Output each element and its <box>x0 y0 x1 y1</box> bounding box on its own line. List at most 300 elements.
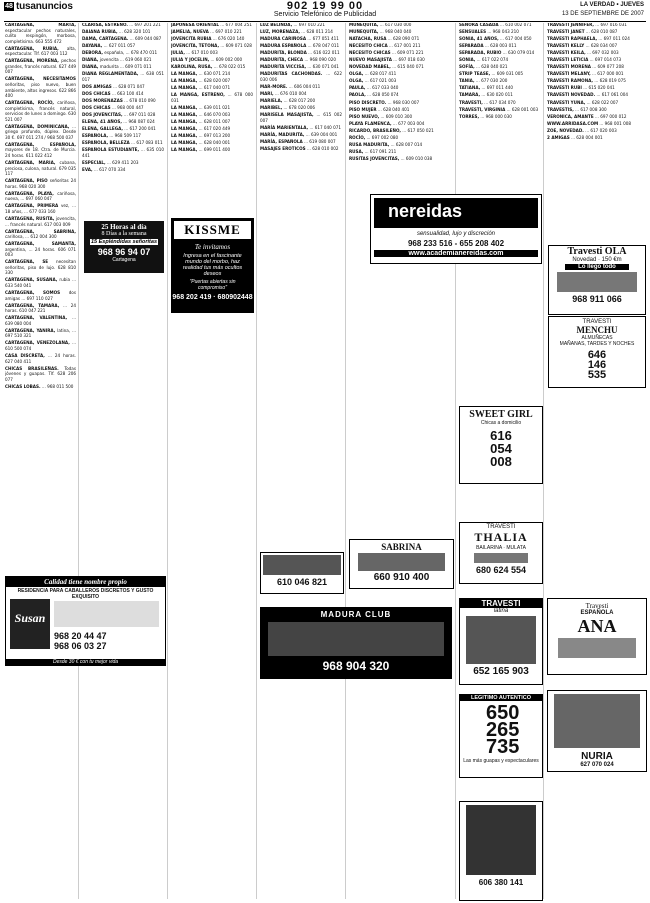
classified-ad <box>349 150 452 156</box>
ad-heading: SEPARADA, RUBIO <box>459 51 502 57</box>
ad-heading: DIANA, <box>82 65 99 71</box>
ad-heading: TRAVESTIS, <box>547 107 574 113</box>
classified-ad <box>459 30 541 36</box>
ad-heading: LA MANGA, <box>171 79 198 85</box>
ad-body: cariñosa, completísima, francés natural, servicios de lunes a domingo. 630 521 007 <box>5 101 76 123</box>
ad-heading: JULIA, <box>171 51 185 57</box>
ad-heading: DAYANA, <box>82 44 103 50</box>
ad-heading: JAPONESA ORIENTAL <box>171 23 219 28</box>
ad-heading: MARÍA MARIENTALA, <box>260 125 309 131</box>
ad-heading: DAMA, CARTAGENA. <box>82 37 129 43</box>
classified-ad <box>82 65 164 71</box>
classified-ad <box>459 101 541 107</box>
ad-title: TRAVESTI <box>582 319 612 325</box>
ad-body: ... 609 071 028 <box>220 44 252 50</box>
classified-ad <box>349 157 452 163</box>
ad-subtitle: RESIDENCIA PARA CABALLEROS DISCRETOS Y GUSTO EXQUISITO <box>17 588 154 600</box>
ad-body: ... 697 011 028 <box>123 113 156 119</box>
ad-subtitle: Las más guapas y espectaculares <box>463 758 539 764</box>
ad-body: ... 628 034 007 <box>585 44 618 50</box>
ad-body: ... 697 018 030 <box>393 58 425 64</box>
ad-heading: CARTAGENA, MARIA, <box>5 161 56 167</box>
ad-body: ... 617 030 000 <box>379 23 412 28</box>
ad-heading: TRAVESTI KEILA, <box>547 51 586 57</box>
classified-ad <box>82 37 164 43</box>
ad-body: ... 628 001 003 <box>506 107 539 113</box>
ad-body: ... 609 077 208 <box>592 65 624 71</box>
classified-ad <box>260 30 342 36</box>
ad-heading: CARTAGENA, SAMANTA, <box>5 242 76 248</box>
ad-body: ... 697 013 200 <box>198 134 231 140</box>
ad-banner <box>374 198 538 228</box>
ad-heading: TRAVESTI RAMONA, <box>547 79 594 85</box>
classified-ad <box>171 127 253 133</box>
ad-body: madurita ... 609 071 011 <box>99 65 152 71</box>
classified-ad <box>459 37 541 43</box>
ad-phone: 968 233 516 - 655 208 402 <box>407 239 505 248</box>
classified-ad <box>547 93 645 99</box>
classified-ad <box>349 101 452 107</box>
ad-body: ... 646 070 003 <box>198 113 231 119</box>
ad-heading: ELENA, 41 AÑOS, <box>82 120 122 126</box>
classified-ad <box>459 86 541 92</box>
ad-heading: CARTAGENA, VALENTINA, <box>5 316 68 322</box>
classified-ad <box>82 23 164 29</box>
ad-subtitle: ESPAÑOLA <box>580 610 614 616</box>
ad-body: ... 968 090 020 <box>304 58 336 64</box>
ad-heading: MADURITAS CACHONDAS. <box>260 72 323 78</box>
classified-ad <box>171 113 253 119</box>
ad-body: ... 678 022 015 <box>213 65 246 71</box>
classified-ad <box>459 72 541 78</box>
ad-body: ... 968 011 500 <box>41 384 74 390</box>
ad-heading: CARTAGENA, SE <box>5 260 49 266</box>
ad-heading: CARTAGENA, MORENA, <box>5 59 59 65</box>
classified-ad <box>349 129 452 135</box>
classified-ad <box>5 354 76 365</box>
classified-ad <box>349 93 452 99</box>
ad-photo <box>358 553 445 571</box>
classified-ad <box>547 122 645 128</box>
classified-ad <box>459 23 541 29</box>
ad-body: ... 617 083 011 <box>131 141 163 147</box>
ad-body: necesitan señoritas, piso de lujo. 628 810 330 <box>5 260 76 277</box>
ad-phone: 652 165 903 <box>473 666 529 677</box>
ad-heading: DOS CHICAS <box>82 91 111 97</box>
ad-body: ... 697 002 080 <box>366 135 399 141</box>
ad-heading: CARTAGENA, RUBIA, <box>5 46 59 52</box>
classified-ad <box>547 129 645 135</box>
ad-title: SWEET GIRL <box>469 409 533 420</box>
classified-ad <box>5 204 76 215</box>
ad-body: ... 677 004 251 <box>220 23 252 28</box>
ad-subtitle: latina <box>493 608 509 614</box>
ad-body: ... 616 022 011 <box>308 51 340 57</box>
nuria-ad <box>547 690 647 772</box>
classified-ad <box>349 44 452 50</box>
ad-title: KISSME <box>174 221 251 239</box>
ad-body: ... 628 010 002 <box>306 146 339 152</box>
ad-heading: CARTAGENA, DOMINICANA, <box>5 124 70 130</box>
ad-heading: LA MANGA, <box>171 120 198 126</box>
ad-body: ... 615 020 041 <box>583 86 615 92</box>
ad-heading: DIANA REGLAMENTADA, <box>82 72 139 78</box>
ad-body: ... 699 011 400 <box>198 148 231 154</box>
classified-ad <box>171 23 253 29</box>
ad-body: ... 628 010 087 <box>585 30 618 36</box>
ad-body: ... 628 007 014 <box>390 142 423 148</box>
classified-ad <box>5 161 76 178</box>
ad-subtitle: 8 Días a la semana <box>101 231 147 237</box>
ad-photo <box>558 638 636 658</box>
classified-ad <box>547 44 645 50</box>
classified-ad <box>547 79 645 85</box>
ad-heading: LA MANGA, ESTRENO, <box>171 93 225 99</box>
classified-column-3 <box>171 23 253 899</box>
ad-body: ... 628 017 200 <box>283 99 316 105</box>
classified-ad <box>171 106 253 112</box>
classified-ad <box>459 93 541 99</box>
ad-body: ... 619 080 007 <box>304 139 336 145</box>
ad-heading: ESPAÑOLA, BELLEZA <box>82 141 130 147</box>
classified-ad <box>349 58 452 64</box>
ad-subtitle: BAILARINA · MULATA <box>476 545 526 551</box>
classified-ad <box>5 47 76 58</box>
ad-phone: 616 054 008 <box>490 428 512 469</box>
ad-heading: STRIP TEASE, <box>459 72 491 78</box>
ad-heading: LA MANGA, <box>171 113 198 119</box>
ad-heading: CARTAGENA, YANIRA, <box>5 328 56 334</box>
travesti-thalia-ad <box>459 522 543 584</box>
classified-ad <box>82 58 164 64</box>
classified-ad <box>5 278 76 289</box>
ad-body: cubana, preciosa, culona, natural. 679 035 117 <box>5 161 76 178</box>
ad-body: ... 617 033 040 <box>366 86 399 92</box>
diana-display-ad <box>84 221 164 273</box>
classified-ad <box>260 85 342 91</box>
ad-heading: CARTAGENA, ESPAÑOLA, <box>5 142 76 148</box>
ad-body: ... 617 040 071 <box>198 86 231 92</box>
ad-body: ... 628 022 007 <box>586 100 619 106</box>
ad-body: espectacular pechos naturales, culito respingón, morbosa, completísima. 663 555 472 <box>5 28 76 45</box>
classified-ad <box>260 51 342 57</box>
classified-ad <box>349 86 452 92</box>
classified-ad <box>260 126 342 132</box>
ad-heading: CARTAGENA, PRIMERA <box>5 204 59 210</box>
ad-body: ... 24 horas. 627 040 411 <box>5 354 76 365</box>
classified-ad <box>349 72 452 78</box>
ad-heading: TATIANA, <box>459 86 481 92</box>
ad-hours: MAÑANAS, TARDES Y NOCHES <box>559 341 635 347</box>
ad-heading: CARTAGENA, SOMOS <box>5 291 61 297</box>
ad-heading: DOS MORENAZAS <box>82 99 123 105</box>
ad-body: ... 628 040 401 <box>377 107 410 113</box>
classified-ad <box>82 168 164 174</box>
ad-heading: CHICAS LOBAS. <box>5 384 41 390</box>
rusas-vertical-ad <box>459 801 543 901</box>
ad-body: ... 697 011 024 <box>598 37 630 43</box>
ad-heading: TRAVESTI RAPHAELA, <box>547 37 598 43</box>
classified-ad <box>547 65 645 71</box>
ad-body: ... 639 011 021 <box>198 106 231 112</box>
ad-photo <box>263 555 341 575</box>
ad-heading: ROCÍO, <box>349 135 366 141</box>
ad-heading: DOS AMIGAS <box>82 84 112 90</box>
ad-heading: CARTAGENA, NECESITAMOS <box>5 77 76 83</box>
ad-phone: 646 146 535 <box>587 349 607 381</box>
ad-heading: SENSUALES <box>459 30 487 36</box>
ad-heading: CASA DISCRETA, <box>5 354 45 360</box>
ad-address: Cartagena <box>112 257 136 263</box>
ad-body: ... 606 004 011 <box>288 84 321 90</box>
ad-body: ... 968 043 210 <box>487 30 519 36</box>
ad-title: Travesti OLA <box>567 246 627 257</box>
classified-ad <box>547 30 645 36</box>
ad-heading: RUSA MADURITA, <box>349 142 390 148</box>
classified-ad <box>82 161 164 167</box>
travesti-ana-ad <box>547 598 647 675</box>
classified-ad <box>5 143 76 160</box>
newspaper-name: LA VERDAD • JUEVES <box>580 2 644 8</box>
column-divider <box>455 23 456 899</box>
header-phone: 902 19 99 00 <box>286 0 364 12</box>
classified-ad <box>5 179 76 190</box>
classified-ad <box>171 58 253 64</box>
classified-ad <box>547 37 645 43</box>
ad-body: ... 628 020 007 <box>198 79 231 85</box>
classified-ad <box>349 37 452 43</box>
ad-body: ... 676 020 140 <box>212 37 245 43</box>
classified-ad <box>5 329 76 340</box>
ad-heading: DAIANA RUBIA, <box>82 30 118 36</box>
ad-photo <box>466 616 536 664</box>
classified-ad <box>5 23 76 45</box>
classified-ad <box>5 230 76 241</box>
column-divider <box>167 23 168 899</box>
ad-body: jovencita, ... francés natural. 617 003 009 <box>5 217 76 228</box>
ad-body: ... 617 008 300 <box>575 107 607 113</box>
classified-ad <box>349 51 452 57</box>
ad-heading: LA MANGA, <box>171 148 198 154</box>
ad-heading: TRAVESTI NOVEDAD. <box>547 93 596 99</box>
classified-ad <box>5 192 76 203</box>
ad-body: ... 697 201 221 <box>129 23 161 28</box>
column-divider <box>543 23 544 899</box>
classified-ad <box>5 385 76 391</box>
ad-body: ... 678 020 006 <box>283 106 316 112</box>
ad-heading: DOS CHICAS <box>82 106 111 112</box>
classified-ad <box>349 30 452 36</box>
classified-ad <box>260 147 342 153</box>
ad-heading: MUÑEQUITA, <box>349 30 379 36</box>
page-header <box>0 0 650 22</box>
ad-title: TRAVESTI <box>460 599 542 608</box>
ad-photo <box>474 553 528 563</box>
ad-body: ... 615 040 071 <box>392 65 424 71</box>
classified-column-5 <box>349 23 452 899</box>
ad-heading: MARI, <box>260 91 274 97</box>
ad-heading: ESPAÑOLA ESTUDIANTE, <box>82 148 140 154</box>
ad-heading: TANIA, <box>459 79 475 85</box>
ad-body: señoritas 24 horas. 968 020 300 <box>5 179 76 190</box>
classified-ad <box>5 304 76 315</box>
ad-heading: 2 AMIGAS <box>547 135 570 141</box>
ad-body: ... 617 001 211 <box>389 44 421 50</box>
ad-title: SABRINA <box>381 542 422 552</box>
ad-heading: SEÑORA CASADA <box>459 23 499 28</box>
ad-body: ... 635 010 441 <box>82 148 164 159</box>
ad-body: ... 676 010 004 <box>274 91 307 97</box>
ad-slogan: "Puertas abiertas sin compromiso" <box>189 279 236 291</box>
classified-ad <box>459 108 541 114</box>
classified-ad <box>349 65 452 71</box>
column-divider <box>78 23 79 899</box>
ad-body: ... 609 044 087 <box>129 37 162 43</box>
ad-body: ... 628 320 101 <box>118 30 151 36</box>
classified-ad <box>171 30 253 36</box>
ad-body: rubia ... 633 540 041 <box>5 278 76 290</box>
ad-photo <box>54 601 159 627</box>
classified-ad <box>171 134 253 140</box>
ad-heading: ELENA, GALLEGA, <box>82 127 123 133</box>
travesti-menchu-ad <box>548 316 646 388</box>
ad-body: ... 968 000 447 <box>111 106 144 112</box>
ad-body: ... 617 021 003 <box>364 79 397 85</box>
ad-heading: WWW.ARRIDASA.COM <box>547 121 599 127</box>
ad-subtitle: sensualidad, lujo y discreción <box>416 231 496 237</box>
ad-body: ... 639 080 004 <box>5 316 76 327</box>
ad-heading: DIANA, <box>82 58 99 64</box>
ad-body: ... 617 070 334 <box>93 167 126 173</box>
classified-ad <box>5 101 76 123</box>
classified-ad <box>5 260 76 277</box>
ad-heading: MARISELA MASAJISTA, <box>260 113 314 119</box>
classified-ad <box>5 341 76 352</box>
ad-body: ... 677 030 200 <box>475 79 508 85</box>
ad-body: ... 697 014 073 <box>589 58 622 64</box>
ad-heading: OLGA, <box>349 79 364 85</box>
ad-phone: 968 904 320 <box>322 659 390 673</box>
ad-subtitle: Te invitamos <box>194 243 231 251</box>
ad-subtitle: Novedad · 150 €m <box>572 257 622 263</box>
ad-heading: PISO MUJER <box>349 107 377 113</box>
classified-ad <box>171 79 253 85</box>
ad-body: ... 697 016 031 <box>595 23 627 28</box>
ad-body: ... 627 011 057 <box>103 44 136 50</box>
classified-ad <box>547 86 645 92</box>
ad-heading: CARTAGENA, VENEZOLANA, <box>5 341 70 347</box>
legitimo-autentico-ad <box>459 694 543 778</box>
ad-heading: RUSITAS JOVENCITAS, <box>349 156 400 162</box>
rusas-display-ad <box>260 552 344 594</box>
ad-heading: LA MANGA, <box>171 86 198 92</box>
ad-heading: PISO DISCRETO. <box>349 100 387 106</box>
ad-heading: TRAVESTI LETICIA <box>547 58 589 64</box>
classified-ad <box>82 127 164 133</box>
ad-body: ... 610 500 074 <box>5 341 76 352</box>
ad-body: ... 617 061 004 <box>596 93 629 99</box>
ad-phone: 968 202 419 · 680902448 <box>172 294 253 301</box>
classified-ad <box>260 92 342 98</box>
ad-body: ... 617 020 449 <box>198 127 231 133</box>
ad-phone: 610 046 821 <box>276 577 328 587</box>
classified-ad <box>547 51 645 57</box>
classified-ad <box>547 136 645 142</box>
classified-ad <box>547 58 645 64</box>
ad-title: TRAVESTI <box>486 524 516 530</box>
classified-ad <box>260 58 342 64</box>
classified-ad <box>547 115 645 121</box>
ad-heading: TORRES, <box>459 114 480 120</box>
ad-heading: LA MANGA, <box>171 127 198 133</box>
ad-body: ... 617 020 003 <box>585 128 617 134</box>
ad-body: ... 697 010 221 <box>210 30 242 36</box>
ad-body: ... 617 000 001 <box>592 72 624 78</box>
ad-phone: 650 265 735 <box>486 702 520 758</box>
ad-body: ... 628 090 071 <box>387 37 420 43</box>
ad-body: ... 677 003 004 <box>392 121 425 127</box>
ad-body: ... 697 000 012 <box>594 114 627 120</box>
ad-heading: DOS JOVENCITAS, <box>82 113 123 119</box>
ad-body: ... 629 411 203 <box>106 160 139 166</box>
classified-ad <box>260 99 342 105</box>
ad-name: ANA <box>577 616 617 636</box>
ad-phone: 968 911 066 <box>572 294 622 304</box>
ad-heading: MARÍA, ESPAÑOLA <box>260 139 303 145</box>
classified-ad <box>547 23 645 29</box>
ad-body: ... 628 003 011 <box>484 44 517 50</box>
classified-ad <box>171 44 253 50</box>
classified-ad <box>459 115 541 121</box>
ad-body: ... 615 002 007 <box>260 113 342 124</box>
ad-photo <box>557 272 637 292</box>
ad-heading: ESPAÑOLA, <box>82 134 109 140</box>
ad-heading: EVA, <box>82 167 93 173</box>
ad-heading: TRAVESTI MELANY, <box>547 72 591 78</box>
ad-heading: RUSA, <box>349 149 364 155</box>
issue-date: 13 DE SEPTIEMBRE DE 2007 <box>561 11 644 17</box>
ad-body: ... 610 002 071 <box>499 23 532 28</box>
ad-heading: LA MANGA, <box>171 141 198 147</box>
ad-body: ... 697 032 003 <box>587 51 619 57</box>
ad-heading: MADURITA VICCISA, <box>260 65 307 71</box>
ad-heading: MADURA CARIÑOSA <box>260 37 307 43</box>
ad-body: ... 628 040 001 <box>198 141 231 147</box>
classified-ad <box>5 77 76 99</box>
ad-title: nereidas <box>388 201 463 221</box>
classified-ad <box>260 23 342 29</box>
classified-ad <box>171 93 253 104</box>
ad-body: ... 639 004 001 <box>305 132 338 138</box>
ad-body: ... 24 horas. 610 047 221 <box>5 303 76 315</box>
ad-heading: CARTAGENA, ROCÍO, <box>5 101 54 107</box>
ad-main: 15 Espléndidas señoritas <box>90 239 158 245</box>
ad-body: jovencita ... 619 060 021 <box>99 58 152 64</box>
ad-body: española, ... 678 470 011 <box>104 51 158 57</box>
ad-body: ... 630 079 014 <box>502 51 535 57</box>
classified-ad <box>5 367 76 384</box>
classified-column-2 <box>82 23 164 899</box>
ad-body: ... 609 010 300 <box>380 114 413 120</box>
ad-body: ... 630 020 011 <box>481 93 513 99</box>
ad-footer: Desde 30 € con tu mejor vida <box>6 659 165 665</box>
ad-heading: CARTAGENA, PISO <box>5 179 48 185</box>
ad-body: ... 628 011 214 <box>301 30 333 36</box>
ad-body: ... 617 022 074 <box>476 58 509 64</box>
classified-ad <box>171 51 253 57</box>
classified-column-4 <box>260 23 342 899</box>
ad-title: MADURA CLUB <box>320 610 392 619</box>
